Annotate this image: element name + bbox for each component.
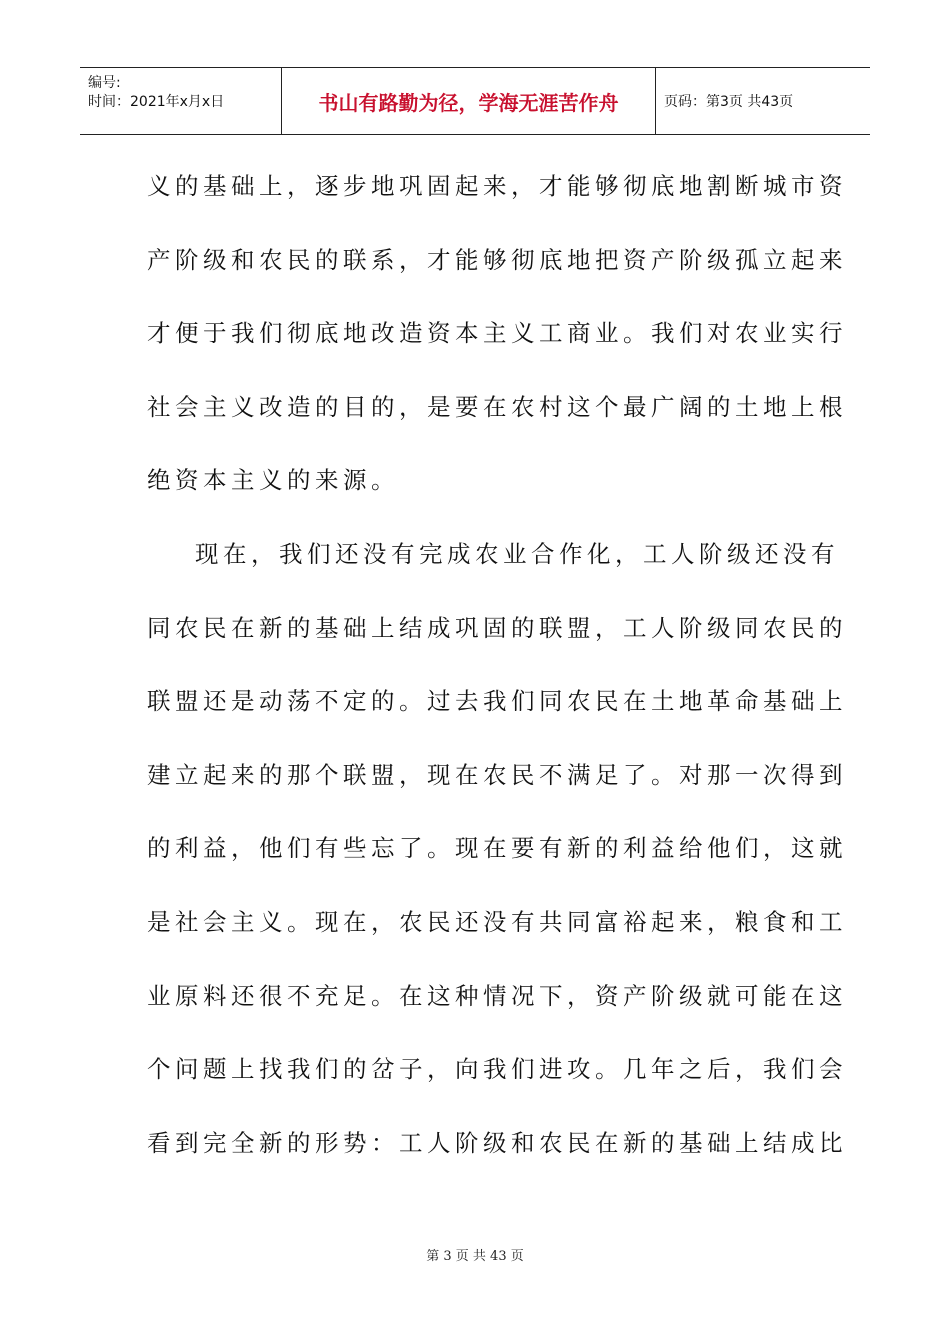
header-meta xyxy=(80,68,282,134)
body-line: 绝资本主义的来源。 xyxy=(147,466,399,495)
body-line: 才便于我们彻底地改造资本主义工商业。我们对农业实行 xyxy=(147,319,847,348)
body-line: 建立起来的那个联盟，现在农民不满足了。对那一次得到 xyxy=(147,760,847,789)
document-body xyxy=(147,150,847,1180)
body-line: 的利益，他们有些忘了。现在要有新的利益给他们，这就 xyxy=(147,834,847,863)
document-time: 时间：2021年x月x日 xyxy=(88,94,225,110)
body-line: 看到完全新的形势：工人阶级和农民在新的基础上结成比 xyxy=(147,1128,847,1157)
document-number-label: 编号: xyxy=(88,75,121,91)
body-line: 产阶级和农民的联系，才能够彻底地把资产阶级孤立起来 xyxy=(147,245,847,274)
paragraph-start-line: 现在，我们还没有完成农业合作化，工人阶级还没有 xyxy=(195,539,839,568)
header-motto: 书山有路勤为径，学海无涯苦作舟 xyxy=(282,68,656,134)
body-line: 个问题上找我们的岔子，向我们进攻。几年之后，我们会 xyxy=(147,1055,847,1084)
body-line: 社会主义改造的目的，是要在农村这个最广阔的土地上根 xyxy=(147,392,847,421)
page-footer: 第 3 页 共 43 页 xyxy=(426,1249,524,1264)
page-header xyxy=(80,67,870,135)
body-line: 同农民在新的基础上结成巩固的联盟，工人阶级同农民的 xyxy=(147,613,847,642)
header-page-info: 页码：第3页 共43页 xyxy=(664,94,794,110)
body-line: 业原料还很不充足。在这种情况下，资产阶级就可能在这 xyxy=(147,981,847,1010)
body-line: 联盟还是动荡不定的。过去我们同农民在土地革命基础上 xyxy=(147,687,847,716)
body-line: 是社会主义。现在，农民还没有共同富裕起来，粮食和工 xyxy=(147,907,847,936)
body-line: 义的基础上，逐步地巩固起来，才能够彻底地割断城市资 xyxy=(147,172,847,200)
